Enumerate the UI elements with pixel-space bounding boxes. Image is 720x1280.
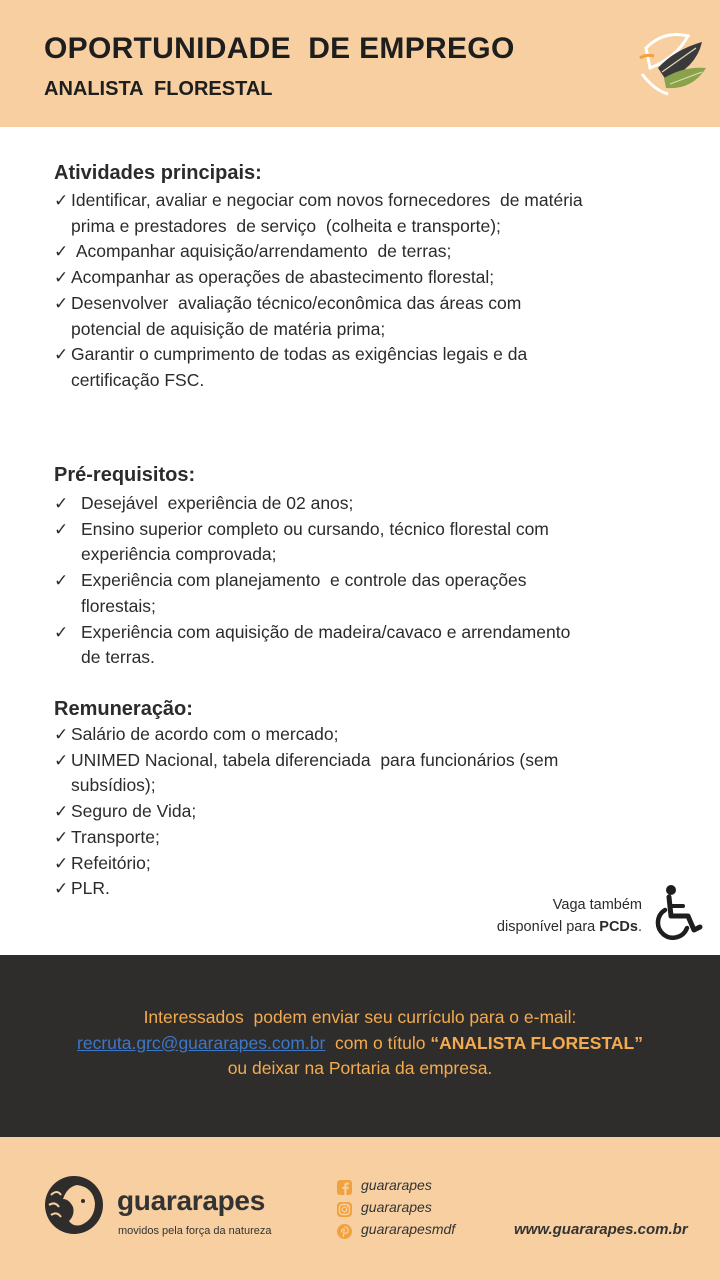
brand-name: guararapes <box>117 1185 265 1216</box>
job-title-highlight: “ANALISTA FLORESTAL” <box>430 1032 643 1053</box>
checkmark-icon: ✓ <box>54 293 69 313</box>
checkmark-icon: ✓ <box>54 853 69 873</box>
checkmark-icon: ✓ <box>54 750 69 770</box>
list-item: ✓ Acompanhar aquisição/arrendamento de terras; <box>54 239 594 265</box>
requirements-list <box>54 491 594 671</box>
contact-section <box>0 955 720 1137</box>
job-title: ANALISTA FLORESTAL <box>44 78 273 100</box>
checkmark-icon: ✓ <box>54 242 69 262</box>
list-item: ✓ Refeitório; <box>54 851 594 877</box>
list-item: ✓ Desejável experiência de 02 anos; <box>54 491 594 517</box>
list-item: ✓ Acompanhar as operações de abastecimento florestal; <box>54 265 594 291</box>
checkmark-icon: ✓ <box>54 494 69 513</box>
list-item: ✓ UNIMED Nacional, tabela diferenciada para funcionários (sem subsídios); <box>54 749 564 796</box>
checkmark-icon: ✓ <box>54 802 69 822</box>
list-item: ✓ Seguro de Vida; <box>54 799 594 825</box>
brand-slogan: movidos pela força da natureza <box>118 1225 272 1237</box>
list-item: ✓ Ensino superior completo ou cursando, técnico florestal com experiência comprovada; <box>54 518 554 565</box>
checkmark-icon: ✓ <box>54 622 69 642</box>
list-item: ✓ Experiência com planejamento e controle das operações florestais; <box>54 570 532 616</box>
instagram-icon <box>337 1202 352 1217</box>
section-title-activities: Atividades principais: <box>54 162 262 184</box>
checkmark-icon: ✓ <box>54 268 69 288</box>
footer: guararapes movidos pela força da natureza guararapes guararapes guararapesmdf www.guararapes.com.br <box>0 1137 720 1280</box>
checkmark-icon: ✓ <box>54 571 69 591</box>
checkmark-icon: ✓ <box>54 827 69 847</box>
email-link[interactable]: recruta.grc@guararapes.com.br <box>77 1032 326 1053</box>
pinterest-icon <box>337 1224 352 1239</box>
list-item: ✓ Identificar, avaliar e negociar com novos fornecedores de matéria prima e prestadores de serviço (colheita e transporte); <box>54 190 588 236</box>
lion-logo-icon <box>43 1175 105 1235</box>
list-item: ✓ PLR. <box>54 876 594 902</box>
checkmark-icon: ✓ <box>54 725 69 744</box>
list-item: ✓ Garantir o cumprimento de todas as exigências legais e da certificação FSC. <box>54 344 533 390</box>
list-item: ✓ Salário de acordo com o mercado; <box>54 722 594 748</box>
website-link[interactable]: www.guararapes.com.br <box>514 1221 688 1238</box>
header-banner <box>0 0 720 127</box>
section-title-requirements: Pré-requisitos: <box>54 464 196 486</box>
list-item: ✓ Desenvolver avaliação técnico/econômica das áreas com potencial de aquisição de matéria prima; <box>54 292 527 339</box>
pcd-note: Vaga também disponível para PCDs. <box>496 897 642 935</box>
page-title: OPORTUNIDADE DE EMPREGO <box>44 32 515 65</box>
contact-text: Interessados podem enviar seu currículo para o e-mail: recruta.grc@guararapes.com.br com o título “ANALISTA FLORESTAL” ou deixar na Portaria da empresa. <box>77 1007 643 1079</box>
activities-list <box>54 188 594 394</box>
list-item: ✓ Experiência com aquisição de madeira/cavaco e arrendamento de terras. <box>54 621 581 668</box>
compensation-list <box>54 722 594 902</box>
checkmark-icon: ✓ <box>54 345 69 365</box>
wheelchair-icon <box>655 884 705 940</box>
leaf-logo-icon <box>636 28 706 98</box>
checkmark-icon: ✓ <box>54 879 69 899</box>
list-item: ✓ Transporte; <box>54 825 594 851</box>
checkmark-icon: ✓ <box>54 519 69 539</box>
checkmark-icon: ✓ <box>54 191 69 210</box>
section-title-compensation: Remuneração: <box>54 698 193 720</box>
facebook-icon <box>337 1180 352 1195</box>
